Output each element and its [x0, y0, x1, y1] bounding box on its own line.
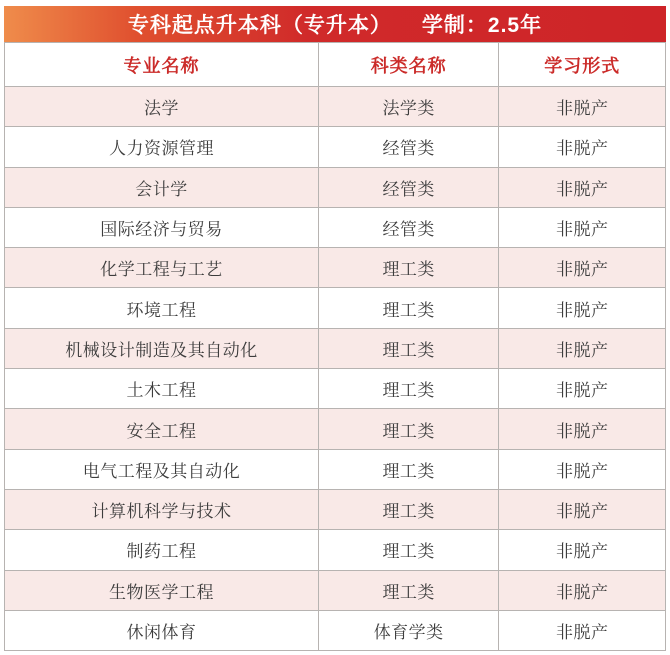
cell-form: 非脱产 [499, 449, 666, 489]
table-row [5, 127, 666, 167]
table-row [5, 369, 666, 409]
cell-form: 非脱产 [499, 328, 666, 368]
cell-form: 非脱产 [499, 409, 666, 449]
column-header-major: 专业名称 [5, 43, 319, 87]
table-row [5, 530, 666, 570]
program-table-body [5, 87, 666, 651]
cell-category: 经管类 [318, 167, 498, 207]
cell-major: 化学工程与工艺 [5, 248, 319, 288]
table-row [5, 449, 666, 489]
cell-form: 非脱产 [499, 570, 666, 610]
cell-category: 理工类 [318, 369, 498, 409]
table-row [5, 610, 666, 650]
cell-major: 安全工程 [5, 409, 319, 449]
cell-category: 理工类 [318, 489, 498, 529]
cell-category: 理工类 [318, 328, 498, 368]
cell-form: 非脱产 [499, 489, 666, 529]
program-table [4, 42, 666, 651]
banner-duration-label: 学制：2.5年 [421, 14, 543, 37]
table-row [5, 207, 666, 247]
cell-category: 理工类 [318, 449, 498, 489]
cell-category: 经管类 [318, 207, 498, 247]
cell-category: 经管类 [318, 127, 498, 167]
cell-form: 非脱产 [499, 167, 666, 207]
table-row [5, 570, 666, 610]
table-row [5, 489, 666, 529]
column-header-category: 科类名称 [318, 43, 498, 87]
cell-form: 非脱产 [499, 369, 666, 409]
cell-category: 理工类 [318, 530, 498, 570]
table-row [5, 409, 666, 449]
cell-form: 非脱产 [499, 207, 666, 247]
cell-form: 非脱产 [499, 288, 666, 328]
cell-form: 非脱产 [499, 87, 666, 127]
cell-category: 体育学类 [318, 610, 498, 650]
banner-program-title: 专科起点升本科（专升本） [127, 14, 392, 37]
program-table-header [5, 43, 666, 87]
cell-major: 会计学 [5, 167, 319, 207]
table-row [5, 248, 666, 288]
table-row [5, 288, 666, 328]
cell-major: 环境工程 [5, 288, 319, 328]
cell-major: 电气工程及其自动化 [5, 449, 319, 489]
cell-form: 非脱产 [499, 248, 666, 288]
cell-category: 理工类 [318, 288, 498, 328]
header-row [5, 43, 666, 87]
cell-major: 机械设计制造及其自动化 [5, 328, 319, 368]
cell-major: 生物医学工程 [5, 570, 319, 610]
table-row [5, 328, 666, 368]
cell-major: 人力资源管理 [5, 127, 319, 167]
cell-form: 非脱产 [499, 610, 666, 650]
cell-category: 法学类 [318, 87, 498, 127]
cell-category: 理工类 [318, 248, 498, 288]
program-banner [4, 6, 666, 42]
column-header-form: 学习形式 [499, 43, 666, 87]
cell-form: 非脱产 [499, 127, 666, 167]
cell-major: 法学 [5, 87, 319, 127]
cell-form: 非脱产 [499, 530, 666, 570]
cell-major: 土木工程 [5, 369, 319, 409]
cell-category: 理工类 [318, 570, 498, 610]
cell-major: 休闲体育 [5, 610, 319, 650]
cell-major: 国际经济与贸易 [5, 207, 319, 247]
cell-major: 制药工程 [5, 530, 319, 570]
cell-major: 计算机科学与技术 [5, 489, 319, 529]
banner-title [128, 9, 542, 39]
cell-category: 理工类 [318, 409, 498, 449]
table-row [5, 167, 666, 207]
table-row [5, 87, 666, 127]
